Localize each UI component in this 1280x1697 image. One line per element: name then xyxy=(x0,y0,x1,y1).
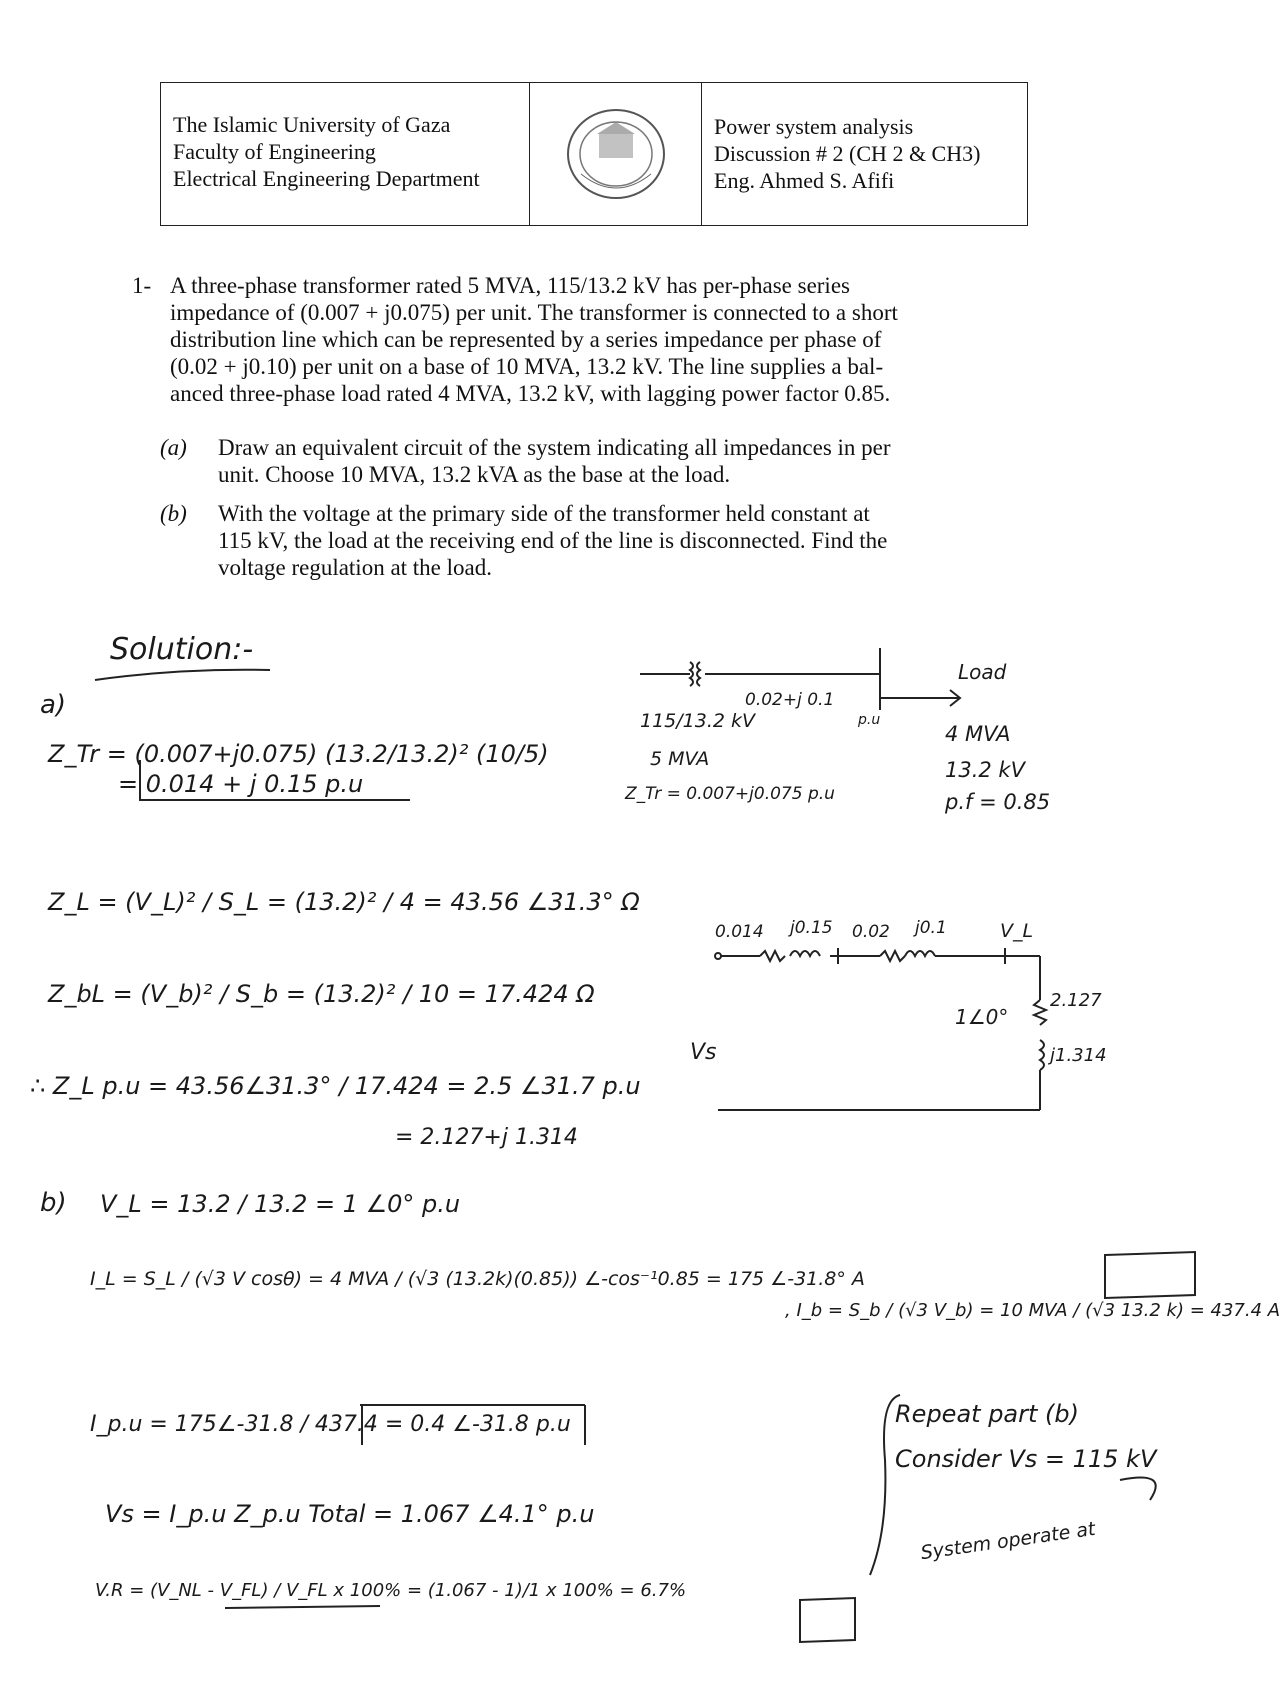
circuit-x2: j0.1 xyxy=(915,918,947,938)
part-label: (a) xyxy=(160,435,187,460)
university-name: The Islamic University of Gaza xyxy=(173,112,451,137)
part-b-label: b) xyxy=(40,1188,67,1218)
ipu-calculation: I_p.u = 175∠-31.8 / 437.4 = 0.4 ∠-31.8 p.u xyxy=(90,1412,571,1437)
repeat-note-line3: System operate at xyxy=(919,1517,1097,1565)
vl-calculation: V_L = 13.2 / 13.2 = 1 ∠0° p.u xyxy=(100,1190,461,1218)
line-impedance-unit: p.u xyxy=(858,712,881,728)
load-mva: 4 MVA xyxy=(945,722,1011,746)
part-line: voltage regulation at the load. xyxy=(218,555,492,580)
circuit-rl: 2.127 xyxy=(1050,990,1102,1011)
load-pf: p.f = 0.85 xyxy=(945,790,1051,814)
il-calculation: I_L = S_L / (√3 V cosθ) = 4 MVA / (√3 (13.2k)(0.85)) ∠-cos⁻¹0.85 = 175 ∠-31.8° A xyxy=(90,1268,865,1290)
department-name: Electrical Engineering Department xyxy=(173,166,480,191)
part-label: (b) xyxy=(160,501,187,526)
circuit-angle: 1∠0° xyxy=(955,1005,1009,1029)
ztr-calculation: Z_Tr = (0.007+j0.075) (13.2/13.2)² (10/5) xyxy=(48,740,549,768)
instructor-name: Eng. Ahmed S. Afifi xyxy=(714,168,895,193)
transformer-impedance: Z_Tr = 0.007+j0.075 p.u xyxy=(625,784,835,804)
vr-answer-box xyxy=(800,1598,855,1642)
zl-calculation: Z_L = (V_L)² / S_L = (13.2)² / 4 = 43.56 ∠31.3° Ω xyxy=(48,888,640,916)
load-kv: 13.2 kV xyxy=(945,758,1025,782)
problem-line: distribution line which can be represented by a series impedance per phase of xyxy=(170,327,882,352)
problem-number: 1- xyxy=(132,273,152,298)
ib-answer-box xyxy=(1105,1252,1195,1298)
circuit-vs: Vs xyxy=(690,1040,717,1065)
part-line: 115 kV, the load at the receiving end of the line is disconnected. Find the xyxy=(218,528,888,553)
transformer-mva: 5 MVA xyxy=(650,748,710,770)
faculty-name: Faculty of Engineering xyxy=(173,139,376,164)
solution-title: Solution:- xyxy=(110,632,254,667)
repeat-arrow xyxy=(1120,1478,1156,1501)
load-label: Load xyxy=(958,660,1007,684)
zlpu-calculation: ∴ Z_L p.u = 43.56∠31.3° / 17.424 = 2.5 ∠31.7 p.u xyxy=(30,1072,641,1100)
part-line: Draw an equivalent circuit of the system indicating all impedances in per xyxy=(218,435,891,460)
zb-calculation: Z_bL = (V_b)² / S_b = (13.2)² / 10 = 17.424 Ω xyxy=(48,980,595,1008)
transformer-rating: 115/13.2 kV xyxy=(640,710,756,732)
zlpu-rectangular: = 2.127+j 1.314 xyxy=(395,1125,578,1150)
circuit-x1: j0.15 xyxy=(790,918,833,938)
circuit-r1: 0.014 xyxy=(715,922,764,942)
discussion-title: Discussion # 2 (CH 2 & CH3) xyxy=(714,141,981,166)
solution-underline xyxy=(95,670,270,680)
part-a-label: a) xyxy=(40,690,67,720)
circuit-xl: j1.314 xyxy=(1050,1045,1107,1066)
circuit-r2: 0.02 xyxy=(852,922,890,942)
equivalent-circuit xyxy=(715,948,1046,1110)
line-impedance: 0.02+j 0.1 xyxy=(745,690,835,710)
problem-line: anced three-phase load rated 4 MVA, 13.2 kV, with lagging power factor 0.85. xyxy=(170,381,891,406)
vr-calculation: V.R = (V_NL - V_FL) / V_FL x 100% = (1.067 - 1)/1 x 100% = 6.7% xyxy=(95,1580,687,1601)
course-name: Power system analysis xyxy=(714,114,914,139)
part-line: With the voltage at the primary side of the transformer held constant at xyxy=(218,501,870,526)
problem-line: impedance of (0.007 + j0.075) per unit. The transformer is connected to a short xyxy=(170,300,898,325)
vr-fraction-bar xyxy=(225,1606,380,1608)
vs-calculation: Vs = I_p.u Z_p.u Total = 1.067 ∠4.1° p.u xyxy=(105,1500,595,1528)
part-line: unit. Choose 10 MVA, 13.2 kVA as the base at the load. xyxy=(218,462,731,487)
ib-calculation: , I_b = S_b / (√3 V_b) = 10 MVA / (√3 13.2 k) = 437.4 A xyxy=(785,1300,1280,1321)
circuit-vl: V_L xyxy=(1000,920,1034,942)
repeat-note-line1: Repeat part (b) xyxy=(895,1400,1079,1428)
problem-line: (0.02 + j0.10) per unit on a base of 10 MVA, 13.2 kV. The line supplies a bal- xyxy=(170,354,884,379)
problem-line: A three-phase transformer rated 5 MVA, 115/13.2 kV has per-phase series xyxy=(170,273,850,298)
ztr-result: = 0.014 + j 0.15 p.u xyxy=(118,770,364,798)
repeat-note-line2: Consider Vs = 115 kV xyxy=(895,1445,1157,1473)
